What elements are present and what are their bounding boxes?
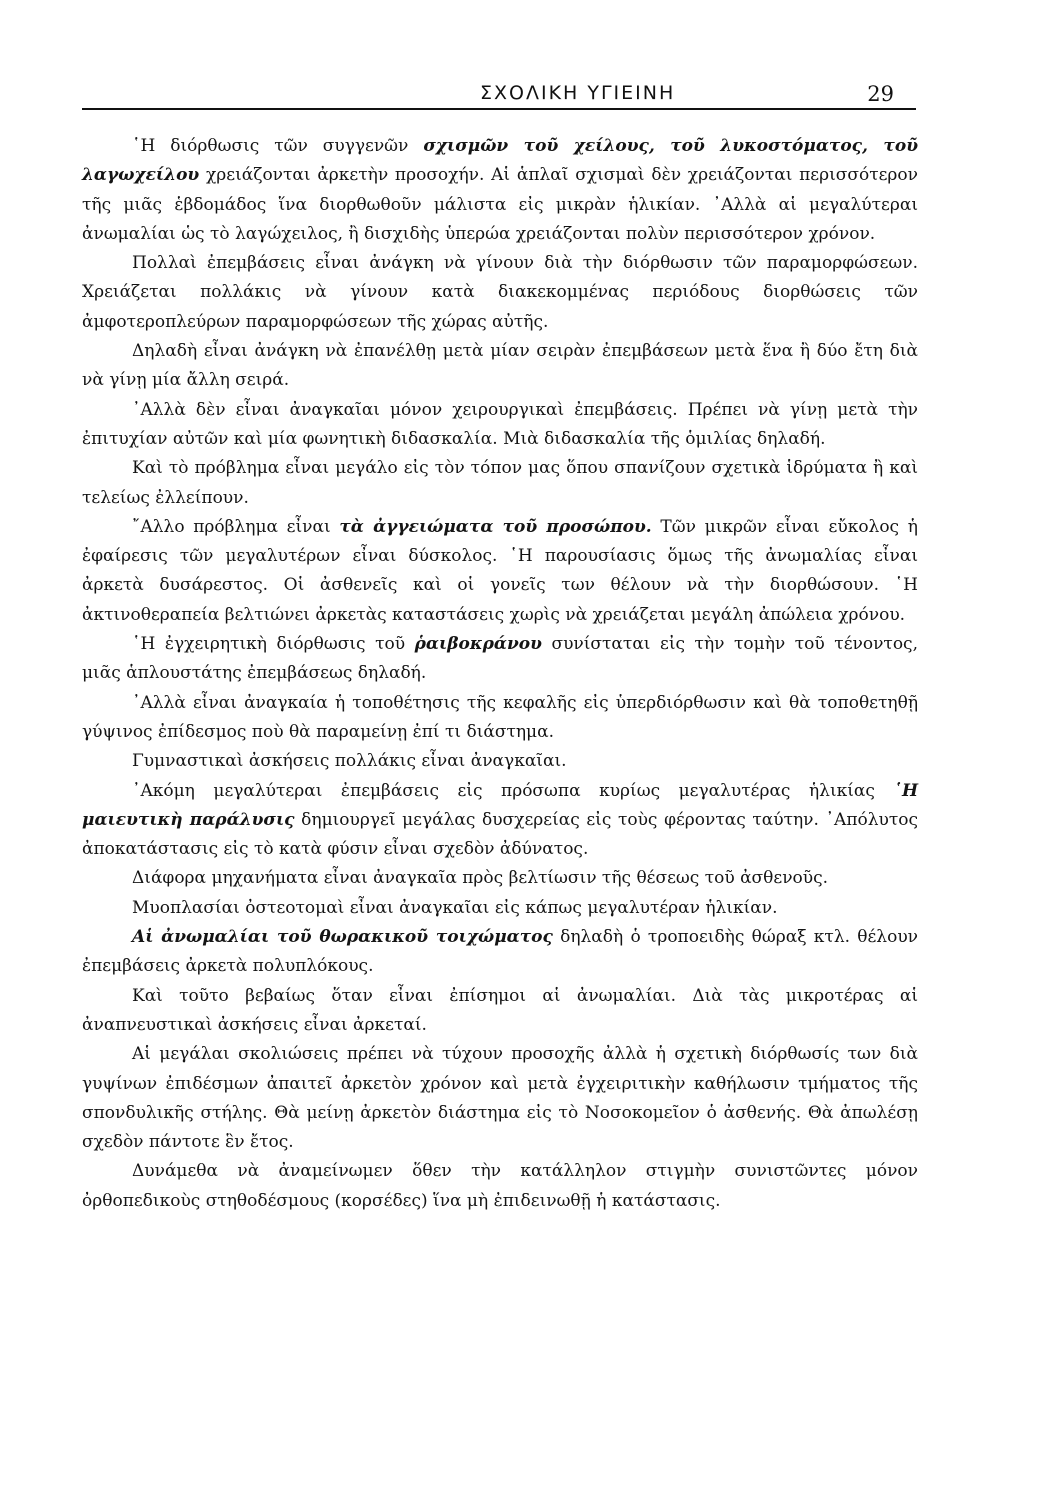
text-run: συνίσταται εἰς τὴν τομὴν τοῦ τένοντος, μιᾶς ἁπλουστάτης ἐπεμβάσεως δηλαδή. — [82, 634, 918, 684]
header-rule — [82, 108, 916, 110]
text-run: Γυμναστικαὶ ἀσκήσεις πολλάκις εἶναι ἀναγκαῖαι. — [132, 751, 567, 772]
text-run: Αἱ μεγάλαι σκολιώσεις πρέπει νὰ τύχουν προσοχῆς ἀλλὰ ἡ σχετικὴ διόρθωσίς των διὰ γυψίνων ἐπιδέσμων ἀπαιτεῖ ἀρκετὸν χρόνον καὶ μετὰ ἐγχειριτικὴν καθήλωσιν τμήματος τῆς σπονδυλικῆς στήλης. Θὰ μείνῃ ἀρκετὸν διάστημα εἰς τὸ Νοσοκομεῖον ὁ ἀσθενής. Θὰ ἀπωλέσῃ σχεδὸν πάντοτε ἓν ἔτος. — [82, 1044, 918, 1153]
text-run: Καὶ τὸ πρόβλημα εἶναι μεγάλο εἰς τὸν τόπον μας ὅπου σπανίζουν σχετικὰ ἱδρύματα ἢ καὶ τελείως ἐλλείπουν. — [82, 458, 918, 508]
page-number: 29 — [867, 82, 894, 106]
text-run: Δυνάμεθα νὰ ἀναμείνωμεν ὅθεν τὴν κατάλληλον στιγμὴν συνιστῶντες μόνον ὀρθοπεδικοὺς στηθοδέσμους (κορσέδες) ἵνα μὴ ἐπιδεινωθῇ ἡ κατάστασις. — [82, 1161, 918, 1211]
emphasized-term: ῥαιβοκράνου — [414, 634, 542, 655]
paragraph — [82, 454, 918, 513]
text-run: Πολλαὶ ἐπεμβάσεις εἶναι ἀνάγκη νὰ γίνουν διὰ τὴν διόρθωσιν τῶν παραμορφώσεων. Χρειάζεται πολλάκις νὰ γίνουν κατὰ διακεκομμένας περιόδους διορθώσεις τῶν ἀμφοτεροπλεύρων παραμορφώσεων τῆς χώρας αὐτῆς. — [82, 253, 918, 332]
paragraph — [82, 982, 918, 1041]
text-run: Διάφορα μηχανήματα εἶναι ἀναγκαῖα πρὸς βελτίωσιν τῆς θέσεως τοῦ ἀσθενοῦς. — [132, 868, 829, 889]
text-run: ῎Αλλο πρόβλημα εἶναι — [132, 516, 340, 537]
body-text — [82, 132, 918, 1216]
text-run: δημιουργεῖ μεγάλας δυσχερείας εἰς τοὺς φέροντας ταύτην. ᾿Απόλυτος ἀποκατάστασις εἰς τὸ κατὰ φύσιν εἶναι σχεδὸν ἀδύνατος. — [82, 809, 918, 860]
paragraph — [82, 747, 918, 776]
text-run: Δηλαδὴ εἶναι ἀνάγκη νὰ ἐπανέλθῃ μετὰ μίαν σειρὰν ἐπεμβάσεων μετὰ ἕνα ἢ δύο ἔτη διὰ νὰ γίνῃ μία ἄλλη σειρά. — [82, 341, 918, 391]
paragraph — [82, 894, 918, 923]
running-title: ΣΧΟΛΙΚΗ ΥΓΙΕΙΝΗ — [480, 82, 676, 104]
text-run: Μυοπλασίαι ὀστεοτομαὶ εἶναι ἀναγκαῖαι εἰς κάπως μεγαλυτέραν ἡλικίαν. — [132, 897, 778, 918]
text-run: ᾿Αλλὰ εἶναι ἀναγκαία ἡ τοποθέτησις τῆς κεφαλῆς εἰς ὑπερδιόρθωσιν καὶ θὰ τοποθετηθῇ γύψινος ἐπίδεσμος ποὺ θὰ παραμείνῃ ἐπί τι διάστημα. — [82, 692, 918, 742]
emphasized-term: τὰ ἀγγειώματα τοῦ προσώπου. — [339, 516, 652, 537]
paragraph — [82, 396, 918, 455]
paragraph — [82, 777, 918, 865]
paragraph — [82, 132, 918, 249]
text-run: χρειάζονται ἀρκετὴν προσοχήν. Αἱ ἁπλαῖ σχισμαὶ δὲν χρειάζονται περισσότερον τῆς μιᾶς ἑβδομάδος ἵνα διορθωθοῦν μάλιστα εἰς μικρὰν ἡλικίαν. ᾿Αλλὰ αἱ μεγαλύτεραι ἀνωμαλίαι ὡς τὸ λαγώχειλος, ἢ δισχιδὴς ὑπερώα χρειάζονται πολὺν περισσότερον χρόνον. — [82, 165, 918, 244]
paragraph — [82, 337, 918, 396]
emphasized-term: Αἱ ἀνωμαλίαι τοῦ θωρακικοῦ τοιχώματος — [132, 927, 553, 948]
paragraph — [82, 864, 918, 893]
text-run: ῾Η ἐγχειρητικὴ διόρθωσις τοῦ — [132, 634, 415, 655]
emphasized-term: ῾Η μαιευτικὴ παράλυσις — [82, 780, 918, 830]
paragraph — [82, 630, 918, 689]
paragraph — [82, 249, 918, 337]
text-run: ῾Η διόρθωσις τῶν συγγενῶν — [132, 136, 424, 156]
paragraph — [82, 1040, 918, 1157]
paragraph — [82, 513, 918, 630]
paragraph — [82, 1157, 918, 1216]
emphasized-term: σχισμῶν τοῦ χείλους, τοῦ λυκοστόματος, τοῦ λαγωχείλου — [82, 136, 918, 186]
text-run: ᾿Αλλὰ δὲν εἶναι ἀναγκαῖαι μόνον χειρουργικαὶ ἐπεμβάσεις. Πρέπει νὰ γίνῃ μετὰ τὴν ἐπιτυχίαν αὐτῶν καὶ μία φωνητικὴ διδασκαλία. Μιὰ διδασκαλία τῆς ὁμιλίας δηλαδή. — [82, 399, 918, 449]
page-header — [82, 78, 916, 112]
paragraph — [82, 689, 918, 748]
text-run: Καὶ τοῦτο βεβαίως ὅταν εἶναι ἐπίσημοι αἱ ἀνωμαλίαι. Διὰ τὰς μικροτέρας αἱ ἀναπνευστικαὶ ἀσκήσεις εἶναι ἀρκεταί. — [82, 985, 918, 1035]
text-run: δηλαδὴ ὁ τροποειδὴς θώραξ κτλ. θέλουν ἐπεμβάσεις ἀρκετὰ πολυπλόκους. — [82, 927, 918, 977]
text-run: Τῶν μικρῶν εἶναι εὔκολος ἡ ἐφαίρεσις τῶν μεγαλυτέρων εἶναι δύσκολος. ῾Η παρουσίασις ὅμως τῆς ἀνωμαλίας εἶναι ἀρκετὰ δυσάρεστος. Οἱ ἀσθενεῖς καὶ οἱ γονεῖς των θέλουν νὰ τὴν διορθώσουν. ῾Η ἀκτινοθεραπεία βελτιώνει ἀρκετὰς καταστάσεις χωρὶς νὰ χρειάζεται μεγάλη ἀπώλεια χρόνου. — [82, 516, 918, 625]
text-run: ᾿Ακόμη μεγαλύτεραι ἐπεμβάσεις εἰς πρόσωπα κυρίως μεγαλυτέρας ἡλικίας — [132, 780, 894, 801]
paragraph — [82, 923, 918, 982]
